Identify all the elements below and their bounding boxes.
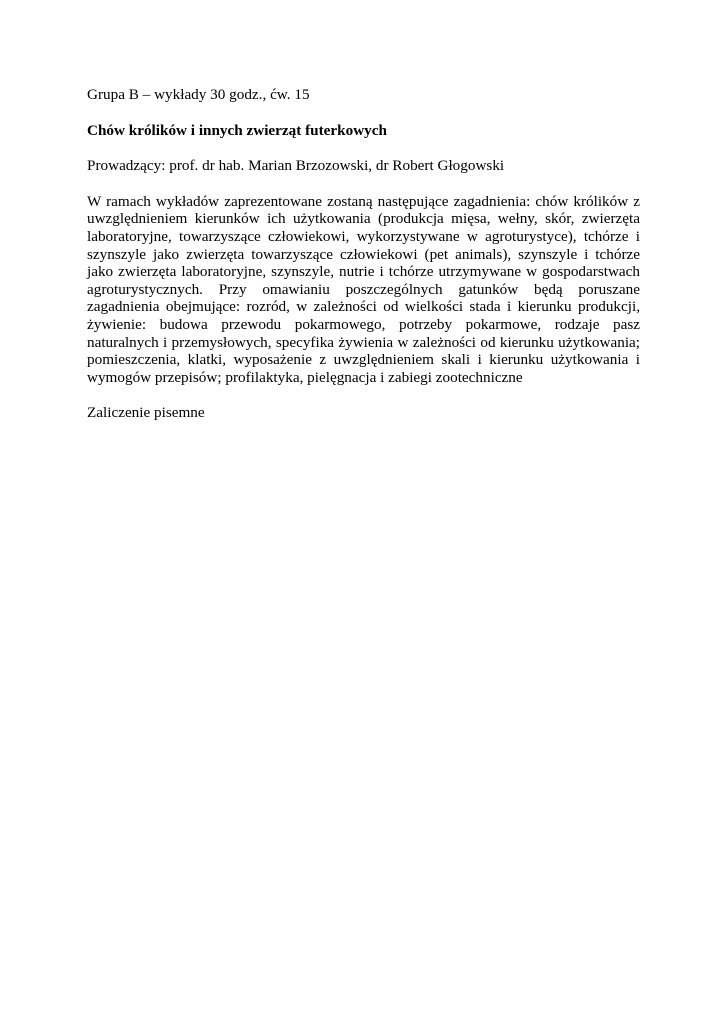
- document-body: [87, 86, 640, 422]
- assessment-line: Zaliczenie pisemne: [87, 404, 205, 422]
- instructors-line: Prowadzący: prof. dr hab. Marian Brzozowski, dr Robert Głogowski: [87, 157, 505, 175]
- group-hours-line: Grupa B – wykłady 30 godz., ćw. 15: [87, 86, 310, 103]
- course-description: W ramach wykładów zaprezentowane zostaną następujące zagadnienia: chów królików z uwzględnieniem kierunków ich użytkowania (produkcja mięsa, wełny, skór, zwierzęta laboratoryjne, towarzyszące człowiekowi, wykorzystywane w agroturystyce), tchórze i szynszyle jako zwierzęta towarzyszące człowiekowi (pet animals), szynszyle i tchórze jako zwierzęta laboratoryjne, szynszyle, nutrie i tchórze utrzymywane w gospodarstwach agroturystycznych. Przy omawianiu poszczególnych gatunków będą poruszane zagadnienia obejmujące: rozród, w zależności od wielkości stada i kierunku produkcji, żywienie: budowa przewodu pokarmowego, potrzeby pokarmowe, rodzaje pasz naturalnych i przemysłowych, specyfika żywienia w zależności od kierunku użytkowania; pomieszczenia, klatki, wyposażenie z uwzględnieniem skali i kierunku użytkowania i wymogów przepisów; profilaktyka, pielęgnacja i zabiegi zootechniczne: [87, 192, 640, 386]
- course-title: Chów królików i innych zwierząt futerkowych: [87, 121, 387, 139]
